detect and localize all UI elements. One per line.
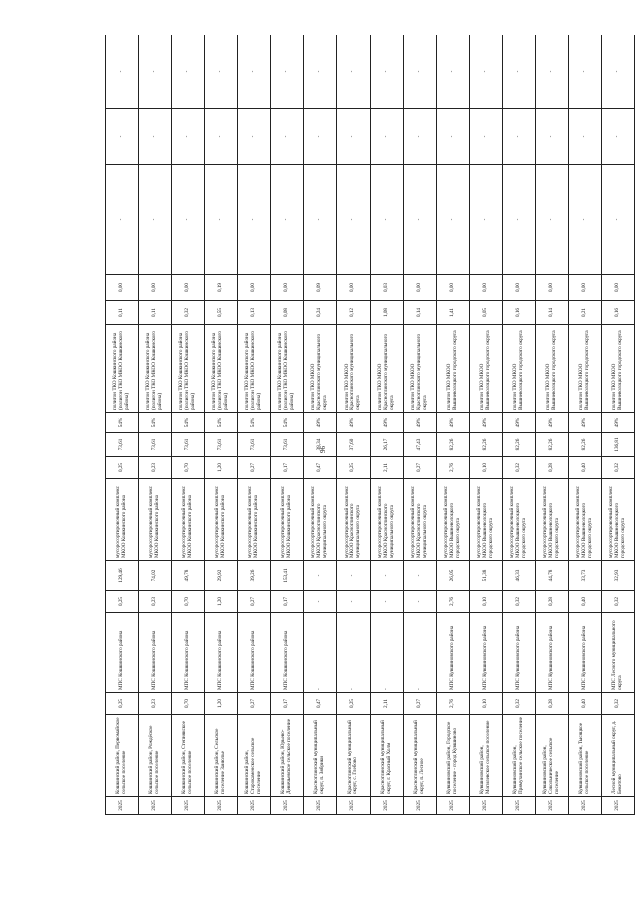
extra-col-1-cell: - [568,165,601,275]
sorting-mass-cell: 0,32 [502,457,535,479]
sorting-distance-cell: 82,26 [535,433,568,457]
transfer-mass-cell: 0,28 [535,591,568,613]
transfer-mass-cell: - [370,591,403,613]
share-cell: 49% [502,413,535,433]
transfer-mass-cell: 0,25 [106,591,139,613]
transfer-mass-cell: 0,70 [172,591,205,613]
landfill-cell: полигон ТКО МКОО Вышневолоцкого городского округа [436,325,469,413]
transfer-mass-cell: 1,20 [205,591,238,613]
territory-cell: Кошкинский район, Сельское поселение Заиюльe [205,715,238,797]
sorting-mass-cell: 0,40 [568,457,601,479]
recycle-mass-cell: 0,00 [238,275,271,301]
sorting-mass-cell: 0,25 [106,457,139,479]
landfill-cell: полигон ТКО МКОО Красноглинского муниципального округа [337,325,370,413]
recycle-mass-cell: 0,00 [535,275,568,301]
distance-cell: 153,41 [271,561,304,591]
extra-col-3-cell: - [502,35,535,109]
distance-cell: 129,46 [106,561,139,591]
sorting-facility-cell: мусоросортировочный комплекс МКОО Кошкинского района [139,479,172,561]
sorting-facility-cell: мусоросортировочный комплекс МКОО Кошкинского района [238,479,271,561]
landfill-cell: полигон ТКО МКОО Вышневолоцкого городского округа [535,325,568,413]
table-row [601,35,634,815]
landfill-cell: полигон ТКО Кошкинского района (полигон ТКО МКОО Кошкинского района) [106,325,139,413]
share-cell: 49% [403,413,436,433]
landfill-cell: полигон ТКО Кошкинского района (полигон ТКО МКОО Кошкинского района) [172,325,205,413]
sorting-distance-cell: 82,26 [469,433,502,457]
table-row [568,35,601,815]
extra-col-1-cell: - [172,165,205,275]
transfer-station-cell: МПС Кувшиновского района [568,613,601,693]
sorting-facility-cell: мусоросортировочный комплекс МКОО Красноглинского муниципального округа [337,479,370,561]
year-cell: 2025 [601,797,634,815]
territory-cell: Кошкинский район, Юрьево-Девичьевское сельское поселение [271,715,304,797]
mass-cell: 0,27 [403,693,436,715]
share-cell: 49% [337,413,370,433]
share-cell: 54% [271,413,304,433]
year-cell: 2025 [139,797,172,815]
transfer-mass-cell: 0,23 [139,591,172,613]
extra-col-1-cell: - [436,165,469,275]
territory-cell: Кувшиновский район, Тысяцкое сельское поселение [568,715,601,797]
landfill-mass-cell: 0,11 [106,301,139,325]
share-cell: 49% [568,413,601,433]
sorting-distance-cell: 73,61 [106,433,139,457]
sorting-distance-cell: 38,34 [304,433,337,457]
table-row [238,35,271,815]
transfer-station-cell: МПС Лесного муниципального округа [601,613,634,693]
transfer-mass-cell: - [337,591,370,613]
mass-cell: 0,47 [304,693,337,715]
extra-col-2-cell: - [370,109,403,165]
sorting-distance-cell: 82,26 [436,433,469,457]
distance-cell: 39,26 [238,561,271,591]
mass-cell: 0,25 [106,693,139,715]
sorting-distance-cell: 26,17 [370,433,403,457]
sorting-distance-cell: 73,61 [205,433,238,457]
distance-cell: 74,02 [139,561,172,591]
year-cell: 2025 [568,797,601,815]
transfer-station-cell: МПС Кошкинского района [238,613,271,693]
extra-col-2-cell: - [238,109,271,165]
sorting-distance-cell: 73,61 [271,433,304,457]
share-cell: 49% [469,413,502,433]
page-number: 96 [319,446,327,453]
sorting-distance-cell: 73,61 [172,433,205,457]
territory-cell: Красноглинский муниципальный округ, г. Красный Холм [370,715,403,797]
distance-cell: 51,38 [469,561,502,591]
extra-col-1-cell: - [535,165,568,275]
share-cell: 49% [436,413,469,433]
mass-cell: 0,40 [568,693,601,715]
distance-cell: - [337,561,370,591]
extra-col-3-cell: - [601,35,634,109]
recycle-mass-cell: 0,00 [172,275,205,301]
sorting-facility-cell: мусоросортировочный комплекс МКОО Кошкинского района [205,479,238,561]
territory-cell: Красноглинский муниципальный округ, п. Зябрики [304,715,337,797]
mass-cell: 0,32 [502,693,535,715]
territory-cell: Лесной муниципальный округ, д. Бекетово [601,715,634,797]
landfill-cell: полигон ТКО МКОО Вышневолоцкого городского округа [502,325,535,413]
sorting-facility-cell: мусоросортировочный комплекс МКОО Вышневолоцкого городского округа [502,479,535,561]
landfill-cell: полигон ТКО МКОО Вышневолоцкого городского округа [601,325,634,413]
table-row [502,35,535,815]
territory-cell: Кувшиновский район, Прямухинское сельское поселение [502,715,535,797]
territory-cell: Кувшиновский район, Городское поселение - город Кувшиново [436,715,469,797]
transfer-mass-cell: 0,10 [469,591,502,613]
landfill-cell: полигон ТКО Кошкинского района (полигон ТКО МКОО Кошкинского района) [139,325,172,413]
landfill-cell: полигон ТКО Кошкинского района (полигон ТКО МКОО Кошкинского района) [271,325,304,413]
distance-cell: 49,78 [172,561,205,591]
share-cell: 49% [601,413,634,433]
sorting-mass-cell: 0,27 [403,457,436,479]
extra-col-3-cell: - [106,35,139,109]
extra-col-2-cell: - [172,109,205,165]
extra-col-1-cell: - [106,165,139,275]
mass-cell: 0,10 [469,693,502,715]
sorting-mass-cell: 0,70 [172,457,205,479]
landfill-mass-cell: 0,24 [304,301,337,325]
recycle-mass-cell: 0,00 [106,275,139,301]
year-cell: 2025 [535,797,568,815]
transfer-mass-cell: - [304,591,337,613]
recycle-mass-cell: 0,19 [205,275,238,301]
sorting-mass-cell: 2,76 [436,457,469,479]
territory-cell: Кошкинский район, Степнякское сельское поселение [172,715,205,797]
sorting-distance-cell: 37,60 [337,433,370,457]
distance-cell: 33,73 [568,561,601,591]
distance-cell: - [304,561,337,591]
year-cell: 2025 [205,797,238,815]
transfer-mass-cell: - [403,591,436,613]
extra-col-1-cell: - [337,165,370,275]
sorting-facility-cell: мусоросортировочный комплекс МКОО Вышневолоцкого городского округа [568,479,601,561]
recycle-mass-cell: 0,09 [304,275,337,301]
extra-col-2-cell: - [271,109,304,165]
sorting-mass-cell: 0,32 [601,457,634,479]
mass-cell: 0,17 [271,693,304,715]
share-cell: 49% [304,413,337,433]
sorting-mass-cell: 0,25 [337,457,370,479]
year-cell: 2025 [304,797,337,815]
mass-cell: 2,76 [436,693,469,715]
recycle-mass-cell: 0,00 [337,275,370,301]
table-row [370,35,403,815]
sorting-facility-cell: мусоросортировочный комплекс МКОО Кошкинского района [106,479,139,561]
extra-col-3-cell: - [436,35,469,109]
extra-col-1-cell: - [601,165,634,275]
sorting-distance-cell: 73,61 [238,433,271,457]
distance-cell: - [403,561,436,591]
landfill-mass-cell: 0,32 [172,301,205,325]
sorting-facility-cell: мусоросортировочный комплекс МКОО Красноглинского муниципального округа [304,479,337,561]
extra-col-2-cell: - [469,109,502,165]
extra-col-3-cell: - [139,35,172,109]
mass-cell: 0,70 [172,693,205,715]
territory-cell: Кошкинский район, Рождёское сельское поселение [139,715,172,797]
year-cell: 2025 [469,797,502,815]
landfill-cell: полигон ТКО МКОО Вышневолоцкого городского округа [568,325,601,413]
sorting-distance-cell: 82,26 [502,433,535,457]
sorting-mass-cell: 0,28 [535,457,568,479]
distance-cell: 26,05 [436,561,469,591]
territory-cell: Кошкинский район, Старокаменское сельское поселение [238,715,271,797]
transfer-mass-cell: 2,76 [436,591,469,613]
sorting-mass-cell: 0,23 [139,457,172,479]
table-wrapper [105,35,635,815]
table-row [535,35,568,815]
recycle-mass-cell: 0,00 [502,275,535,301]
recycle-mass-cell: 0,00 [139,275,172,301]
recycle-mass-cell: 0,00 [469,275,502,301]
year-cell: 2025 [370,797,403,815]
landfill-cell: полигон ТКО МКОО Красноглинского муниципального округа [370,325,403,413]
landfill-cell: полигон ТКО МКОО Красноглинского муниципального округа [403,325,436,413]
year-cell: 2025 [403,797,436,815]
transfer-station-cell: МПС Кувшиновского района [502,613,535,693]
year-cell: 2025 [238,797,271,815]
landfill-mass-cell: 0,11 [139,301,172,325]
sorting-mass-cell: 0,10 [469,457,502,479]
extra-col-2-cell: - [403,109,436,165]
extra-col-2-cell: - [205,109,238,165]
landfill-cell: полигон ТКО МКОО Красноглинского муниципального округа [304,325,337,413]
extra-col-3-cell: - [535,35,568,109]
extra-col-3-cell: - [469,35,502,109]
transfer-station-cell: - [337,613,370,693]
table-row [469,35,502,815]
landfill-mass-cell: 0,14 [535,301,568,325]
mass-cell: 0,28 [535,693,568,715]
sorting-facility-cell: мусоросортировочный комплекс МКОО Кошкинского района [271,479,304,561]
extra-col-2-cell: - [535,109,568,165]
transfer-mass-cell: 0,32 [601,591,634,613]
share-cell: 54% [106,413,139,433]
year-cell: 2025 [436,797,469,815]
sorting-facility-cell: мусоросортировочный комплекс МКОО Кошкинского района [172,479,205,561]
landfill-mass-cell: 0,08 [271,301,304,325]
sorting-facility-cell: мусоросортировочный комплекс МКОО Красноглинского муниципального округа [403,479,436,561]
recycle-mass-cell: 0,00 [601,275,634,301]
sorting-facility-cell: мусоросортировочный комплекс МКОО Вышневолоцкого городского округа [436,479,469,561]
extra-col-3-cell: - [304,35,337,109]
transfer-station-cell: МПС Кувшиновского района [436,613,469,693]
extra-col-1-cell: - [139,165,172,275]
share-cell: 54% [172,413,205,433]
extra-col-1-cell: - [403,165,436,275]
recycle-mass-cell: 0,00 [271,275,304,301]
distance-cell: 44,78 [535,561,568,591]
mass-cell: 1,20 [205,693,238,715]
table-row [172,35,205,815]
territory-cell: Красноглинский муниципальный округ, п. Лесное [403,715,436,797]
sorting-facility-cell: мусоросортировочный комплекс МКОО Вышневолоцкого городского округа [601,479,634,561]
sorting-distance-cell: 73,61 [139,433,172,457]
year-cell: 2025 [337,797,370,815]
landfill-mass-cell: 0,14 [403,301,436,325]
extra-col-1-cell: - [304,165,337,275]
extra-col-2-cell: - [106,109,139,165]
extra-col-3-cell: - [568,35,601,109]
landfill-cell: полигон ТКО Кошкинского района (полигон ТКО МКОО Кошкинского района) [205,325,238,413]
extra-col-1-cell: - [370,165,403,275]
transfer-station-cell: МПС Кошкинского района [106,613,139,693]
landfill-cell: полигон ТКО МКОО Вышневолоцкого городского округа [469,325,502,413]
extra-col-1-cell: - [469,165,502,275]
mass-cell: 0,25 [337,693,370,715]
territory-cell: Кувшиновский район, Сокольническое сельское поселение [535,715,568,797]
sorting-distance-cell: 47,43 [403,433,436,457]
extra-col-1-cell: - [502,165,535,275]
table-row [139,35,172,815]
share-cell: 49% [370,413,403,433]
territory-cell: Кошкинский район, Первомайское сельское поселение [106,715,139,797]
table-row [271,35,304,815]
year-cell: 2025 [271,797,304,815]
table-row [337,35,370,815]
year-cell: 2025 [172,797,205,815]
waste-flow-table [105,35,635,815]
mass-cell: 0,23 [139,693,172,715]
extra-col-2-cell: - [304,109,337,165]
extra-col-3-cell: - [205,35,238,109]
share-cell: 54% [205,413,238,433]
sorting-distance-cell: 82,26 [568,433,601,457]
sorting-facility-cell: мусоросортировочный комплекс МКОО Вышневолоцкого городского округа [469,479,502,561]
sorting-facility-cell: мусоросортировочный комплекс МКОО Вышневолоцкого городского округа [535,479,568,561]
extra-col-1-cell: - [238,165,271,275]
mass-cell: 2,11 [370,693,403,715]
landfill-mass-cell: 0,16 [502,301,535,325]
recycle-mass-cell: 0,03 [370,275,403,301]
year-cell: 2025 [106,797,139,815]
distance-cell: - [370,561,403,591]
sorting-mass-cell: 0,47 [304,457,337,479]
extra-col-3-cell: - [238,35,271,109]
extra-col-3-cell: - [403,35,436,109]
territory-cell: Красноглинский муниципальный округ, с. Глебово [337,715,370,797]
transfer-station-cell: МПС Кошкинского района [271,613,304,693]
extra-col-2-cell: - [601,109,634,165]
transfer-mass-cell: 0,32 [502,591,535,613]
sorting-facility-cell: мусоросортировочный комплекс МКОО Красноглинского муниципального округа [370,479,403,561]
territory-cell: Кувшиновский район, Могилевское сельское поселение [469,715,502,797]
extra-col-2-cell: - [139,109,172,165]
extra-col-3-cell: - [271,35,304,109]
extra-col-3-cell: - [172,35,205,109]
extra-col-2-cell: - [502,109,535,165]
extra-col-3-cell: - [337,35,370,109]
landfill-mass-cell: 1,41 [436,301,469,325]
landfill-mass-cell: 0,21 [568,301,601,325]
sorting-mass-cell: 1,20 [205,457,238,479]
extra-col-3-cell: - [370,35,403,109]
landfill-mass-cell: 0,05 [469,301,502,325]
landfill-mass-cell: 0,55 [205,301,238,325]
landfill-mass-cell: 1,08 [370,301,403,325]
table-row [436,35,469,815]
sorting-mass-cell: 0,17 [271,457,304,479]
transfer-mass-cell: 0,40 [568,591,601,613]
share-cell: 54% [238,413,271,433]
sorting-mass-cell: 2,11 [370,457,403,479]
extra-col-1-cell: - [271,165,304,275]
landfill-mass-cell: 0,12 [337,301,370,325]
extra-col-1-cell: - [205,165,238,275]
landfill-mass-cell: 0,16 [601,301,634,325]
table-row [205,35,238,815]
year-cell: 2025 [502,797,535,815]
table-row [106,35,139,815]
mass-cell: 0,32 [601,693,634,715]
transfer-station-cell: МПС Кошкинского района [205,613,238,693]
extra-col-2-cell: - [436,109,469,165]
transfer-station-cell: - [370,613,403,693]
transfer-mass-cell: 0,27 [238,591,271,613]
extra-col-2-cell: - [337,109,370,165]
distance-cell: 29,92 [205,561,238,591]
recycle-mass-cell: 0,00 [568,275,601,301]
recycle-mass-cell: 0,00 [436,275,469,301]
transfer-station-cell: МПС Кошкинского района [172,613,205,693]
transfer-station-cell: МПС Кувшиновского района [469,613,502,693]
table-row [403,35,436,815]
distance-cell: 46,33 [502,561,535,591]
landfill-mass-cell: 0,13 [238,301,271,325]
share-cell: 49% [535,413,568,433]
transfer-station-cell: - [304,613,337,693]
transfer-station-cell: МПС Кувшиновского района [535,613,568,693]
transfer-station-cell: МПС Кошкинского района [139,613,172,693]
share-cell: 54% [139,413,172,433]
sorting-mass-cell: 0,27 [238,457,271,479]
recycle-mass-cell: 0,00 [403,275,436,301]
sorting-distance-cell: 136,81 [601,433,634,457]
transfer-station-cell: - [403,613,436,693]
rotated-table-area [105,35,635,815]
landfill-cell: полигон ТКО Кошкинского района (полигон ТКО МКОО Кошкинского района) [238,325,271,413]
mass-cell: 0,27 [238,693,271,715]
table-row [304,35,337,815]
distance-cell: 32,93 [601,561,634,591]
extra-col-2-cell: - [568,109,601,165]
transfer-mass-cell: 0,17 [271,591,304,613]
